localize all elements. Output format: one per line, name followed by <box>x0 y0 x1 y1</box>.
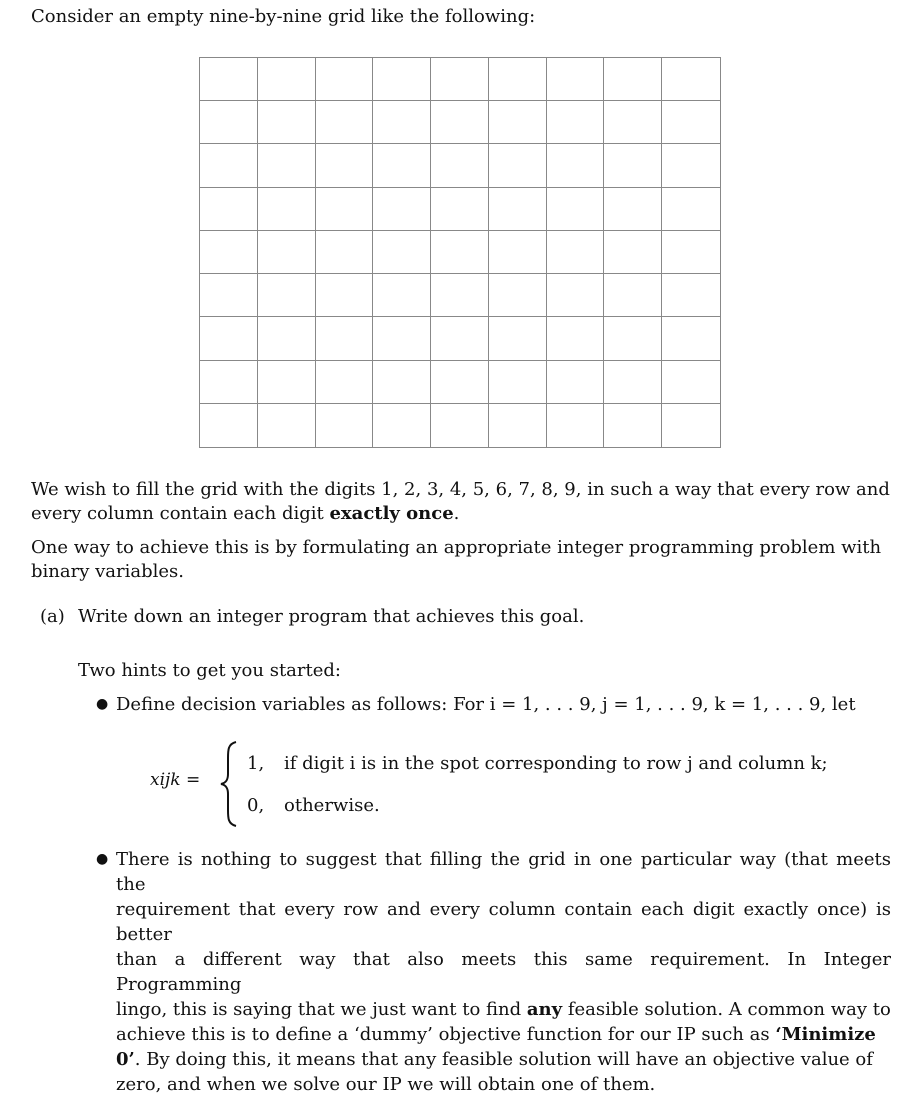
wish-paragraph <box>31 478 891 526</box>
grid-cell <box>316 144 374 187</box>
piecewise-lhs: xijk = <box>150 770 201 790</box>
grid-cell <box>316 404 374 447</box>
grid-cell <box>662 231 720 274</box>
grid-cell <box>200 274 258 317</box>
grid-cell <box>373 274 431 317</box>
grid-cell <box>373 361 431 404</box>
emphasis-any: any <box>526 999 563 1020</box>
line-4-pre: lingo, this is saying that we just want to find <box>116 999 527 1020</box>
grid-cell <box>373 404 431 447</box>
grid-cell <box>489 101 547 144</box>
grid-cell <box>316 231 374 274</box>
grid-cell <box>662 58 720 101</box>
grid-cell <box>604 361 662 404</box>
grid-cell <box>489 361 547 404</box>
grid-cell <box>489 317 547 360</box>
grid-cell <box>489 58 547 101</box>
bullet-2-text <box>116 847 891 1097</box>
bullet-2-line-5 <box>116 1022 891 1047</box>
line-4-post: feasible solution. A common way to <box>562 999 891 1020</box>
grid-cell <box>316 188 374 231</box>
wish-line-1: We wish to fill the grid with the digits 1, 2, 3, 4, 5, 6, 7, 8, 9, in such a way that every row and <box>31 479 890 500</box>
grid-cell <box>200 317 258 360</box>
grid-cell <box>431 144 489 187</box>
bullet-1-marker: ● <box>96 696 109 712</box>
grid-cell <box>547 188 605 231</box>
grid-cell <box>431 188 489 231</box>
bullet-2-line-2: requirement that every row and every column contain each digit exactly once) is better <box>116 899 891 945</box>
grid-cell <box>604 231 662 274</box>
grid-cell <box>200 101 258 144</box>
grid-cell <box>258 144 316 187</box>
grid-cell <box>431 317 489 360</box>
period: . <box>453 503 460 524</box>
grid-cell <box>547 317 605 360</box>
bullet-2-line-1: There is nothing to suggest that filling the grid in one particular way (that meets the <box>116 849 891 895</box>
grid-cell <box>373 144 431 187</box>
grid-cell <box>662 317 720 360</box>
grid-cell <box>547 101 605 144</box>
grid-cell <box>662 361 720 404</box>
grid-cell <box>258 58 316 101</box>
grid-cell <box>258 361 316 404</box>
grid-cell <box>604 317 662 360</box>
emphasis-exactly-once: exactly once <box>329 503 454 524</box>
grid-cell <box>373 231 431 274</box>
grid-cell <box>258 231 316 274</box>
intro-text: Consider an empty nine-by-nine grid like the following: <box>31 6 536 27</box>
bullet-2-line-3: than a different way that also meets this same requirement. In Integer Programming <box>116 949 891 995</box>
sudoku-grid <box>199 57 721 448</box>
grid-cell <box>431 58 489 101</box>
emphasis-minimize: ‘Minimize <box>775 1024 876 1045</box>
bullet-1-text: Define decision variables as follows: For i = 1, . . . 9, j = 1, . . . 9, k = 1, . . . 9, let <box>116 694 856 715</box>
one-way-line-1: One way to achieve this is by formulating an appropriate integer programming problem with <box>31 537 882 558</box>
grid-cell <box>489 188 547 231</box>
grid-cell <box>431 101 489 144</box>
grid-cell <box>373 101 431 144</box>
grid-cell <box>604 404 662 447</box>
grid-cell <box>431 361 489 404</box>
grid-cell <box>200 361 258 404</box>
grid-cell <box>316 317 374 360</box>
grid-cell <box>547 144 605 187</box>
grid-cell <box>316 58 374 101</box>
part-a-label: (a) <box>40 606 65 627</box>
grid-cell <box>258 404 316 447</box>
case-2-condition: otherwise. <box>284 795 380 816</box>
grid-cell <box>200 188 258 231</box>
grid-cell <box>547 274 605 317</box>
grid-cell <box>373 58 431 101</box>
one-way-paragraph <box>31 536 891 584</box>
grid-cell <box>662 188 720 231</box>
grid-cell <box>547 58 605 101</box>
grid-cell <box>200 58 258 101</box>
grid-cell <box>373 188 431 231</box>
grid-cell <box>489 404 547 447</box>
hints-intro: Two hints to get you started: <box>78 660 341 681</box>
part-a-text: Write down an integer program that achieves this goal. <box>78 606 585 627</box>
case-1-condition: if digit i is in the spot corresponding to row j and column k; <box>284 753 828 774</box>
curly-brace-icon <box>218 740 240 828</box>
grid-cell <box>604 58 662 101</box>
grid-cell <box>662 101 720 144</box>
wish-text: every column contain each digit <box>31 503 330 524</box>
grid-cell <box>662 274 720 317</box>
grid-cell <box>431 231 489 274</box>
line-6-post: . By doing this, it means that any feasible solution will have an objective value of <box>134 1049 873 1070</box>
bullet-2-line-6 <box>116 1047 891 1072</box>
grid-cell <box>489 231 547 274</box>
wish-line-2 <box>31 502 891 526</box>
line-5-pre: achieve this is to define a ‘dummy’ objective function for our IP such as <box>116 1024 776 1045</box>
grid-cell <box>489 274 547 317</box>
bullet-2-line-4 <box>116 997 891 1022</box>
grid-cell <box>489 144 547 187</box>
one-way-line-2: binary variables. <box>31 561 184 582</box>
grid-cell <box>604 144 662 187</box>
grid-cell <box>258 274 316 317</box>
grid-cell <box>316 361 374 404</box>
case-2-value: 0, <box>247 795 265 816</box>
bullet-2-line-7: zero, and when we solve our IP we will obtain one of them. <box>116 1074 656 1095</box>
grid-cell <box>604 274 662 317</box>
grid-cell <box>662 144 720 187</box>
grid-cell <box>373 317 431 360</box>
grid-cell <box>316 101 374 144</box>
bullet-2-marker: ● <box>96 851 109 867</box>
grid-cell <box>200 404 258 447</box>
grid-cell <box>258 101 316 144</box>
case-1-value: 1, <box>247 753 265 774</box>
grid-cell <box>604 188 662 231</box>
emphasis-zero: 0’ <box>116 1049 135 1070</box>
grid-cell <box>258 317 316 360</box>
grid-cell <box>547 231 605 274</box>
grid-cell <box>431 404 489 447</box>
grid-cell <box>547 361 605 404</box>
grid-cell <box>604 101 662 144</box>
grid-cell <box>258 188 316 231</box>
grid-cell <box>200 144 258 187</box>
grid-cell <box>547 404 605 447</box>
grid-cell <box>662 404 720 447</box>
grid-cell <box>316 274 374 317</box>
grid-cell <box>431 274 489 317</box>
grid-cell <box>200 231 258 274</box>
